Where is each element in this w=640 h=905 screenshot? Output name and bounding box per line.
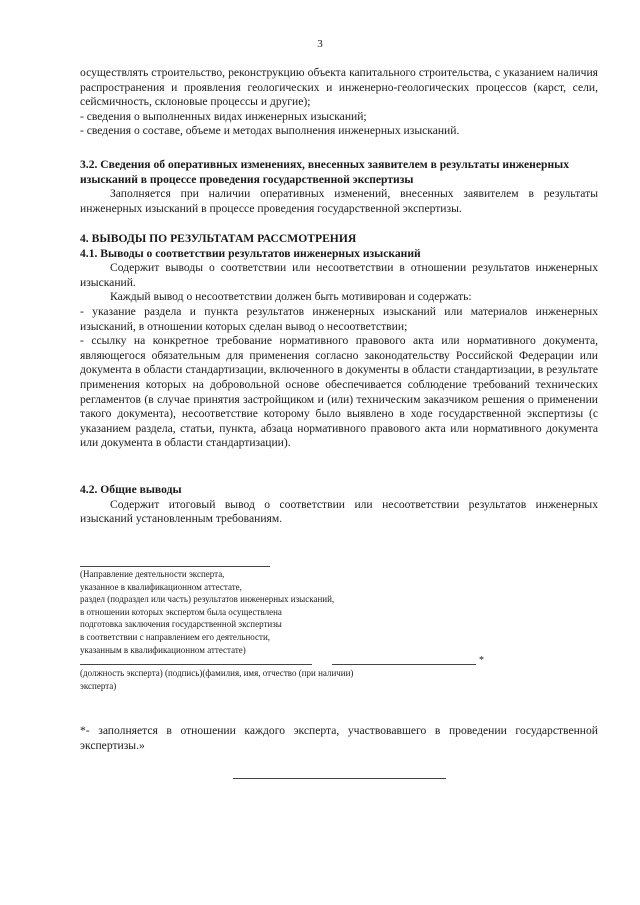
expert-note-line: подготовка заключения государственной экспертизы xyxy=(80,619,282,630)
footnote xyxy=(80,724,598,753)
intro-list-item: - сведения о выполненных видах инженерных изысканий; xyxy=(80,109,367,123)
section-4-1-list-item: - ссылку на конкретное требование нормативного правового акта или нормативного документа, являющегося обязательным для применения согласно законодательству Российской Федерации или документа в области стандартизации, включенного в документы в области стандартизации, в результате применения которых на добровольной основе обеспечивается соблюдение требований технических регламентов (в случае принятия застройщиком и (или) техническим заказчиком решения о применении такого документа), несоответствие которому было выявлено в ходе государственной экспертизы (с указанием раздела, статьи, пункта, абзаца нормативного правового акта или нормативного документа или документа в области стандартизации). xyxy=(80,334,598,450)
section-3-2-heading: 3.2. Сведения об оперативных изменениях, внесенных заявителем в результаты инженерных изысканий в процессе проведения государственной экспертизы xyxy=(80,158,569,186)
expert-note-line: раздел (подраздел или часть) результатов инженерных изысканий, xyxy=(80,594,335,605)
expert-note xyxy=(80,568,598,656)
section-4-1-heading: 4.1. Выводы о соответствии результатов инженерных изысканий xyxy=(80,246,421,260)
expert-note-line: в отношении которых экспертом была осуществлена xyxy=(80,606,282,617)
intro-paragraph: осуществлять строительство, реконструкцию объекта капитального строительства, с указанием наличия распространения и проявления геологических и инженерно-геологических процессов (карст, сели, сейсмичность, склоновые процессы и другие); xyxy=(80,66,598,109)
signature-asterisk: * xyxy=(479,655,484,666)
section-4-1-paragraph: Содержит выводы о соответствии или несоответствии в отношении результатов инженерных изысканий. xyxy=(80,261,598,289)
signature-captions xyxy=(80,667,598,692)
intro-list-item: - сведения о составе, объеме и методах выполнения инженерных изысканий. xyxy=(80,124,460,138)
closing-rule xyxy=(233,778,446,779)
intro-section xyxy=(80,66,598,139)
section-4-2-heading: 4.2. Общие выводы xyxy=(80,483,182,496)
position-signature-line xyxy=(80,664,312,665)
name-signature-line xyxy=(332,664,476,665)
section-3-2 xyxy=(80,158,598,216)
section-4-2 xyxy=(80,483,598,527)
section-4-1-paragraph: Каждый вывод о несоответствии должен быть мотивирован и содержать: xyxy=(110,290,472,304)
section-4 xyxy=(80,232,598,451)
signature-caption: (должность эксперта) (подпись)(фамилия, имя, отчество (при наличии) xyxy=(80,668,354,678)
section-4-2-text: Содержит итоговый вывод о соответствии или несоответствии результатов инженерных изысканий установленным требованиям. xyxy=(80,497,598,526)
expert-note-line: указанное в квалификационном аттестате, xyxy=(80,581,242,592)
expert-note-line: (Направление деятельности эксперта, xyxy=(80,569,225,579)
expert-field-line xyxy=(80,566,270,567)
section-3-2-text: Заполняется при наличии оперативных изменений, внесенных заявителем в результаты инженерных изысканий в процессе проведения государственной экспертизы. xyxy=(80,187,598,215)
footnote-text: *- заполняется в отношении каждого эксперта, участвовавшего в проведении государственной экспертизы.» xyxy=(80,724,598,752)
expert-note-line: указанным в квалификационном аттестате) xyxy=(80,644,246,655)
signature-caption: эксперта) xyxy=(80,680,117,691)
page-number: 3 xyxy=(317,38,323,50)
section-4-heading: 4. ВЫВОДЫ ПО РЕЗУЛЬТАТАМ РАССМОТРЕНИЯ xyxy=(80,232,357,245)
expert-note-line: в соответствии с направлением его деятельности, xyxy=(80,631,271,642)
section-4-1-list-item: - указание раздела и пункта результатов инженерных изысканий или материалов инженерных изысканий, в отношении которых сделан вывод о несоответствии; xyxy=(80,304,598,333)
